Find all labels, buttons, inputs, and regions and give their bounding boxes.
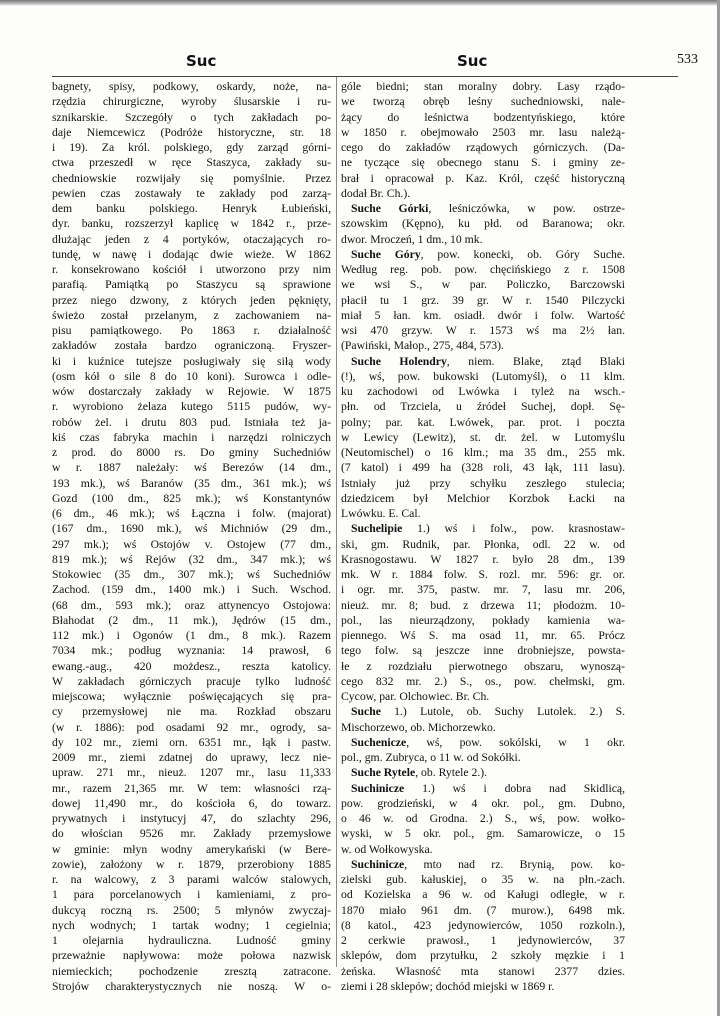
text-line: ku zachodowi od Lwówka i tyleż na wsch.- xyxy=(341,385,625,398)
text-line: dwor. Mroczeń, 1 dm., 10 mk. xyxy=(341,232,483,246)
header-rule xyxy=(52,76,678,77)
text-line: i 19). Za król. polskiego, gdy zarząd górni- xyxy=(52,141,331,154)
text-line: we wsi S., w par. Policzko, Barczowski xyxy=(341,278,625,292)
text-line: (!), wś, pow. bukowski (Lutomyśl), o 11 klm. xyxy=(341,369,625,383)
text-line: chedniowskie rozwijały się pomyślnie. Przez xyxy=(52,171,331,185)
text-line: Suchinicze, mto nad rz. Brynią, pow. ko- xyxy=(351,857,625,871)
text-line: w gminie: młyn wodny amerykański (w Bere- xyxy=(52,842,331,856)
text-line: pewien czas zostawały te zakłady pod zarzą- xyxy=(52,186,331,200)
text-line: we tworzą obręb leśny suchedniowski, nale- xyxy=(341,95,625,109)
text-line: 7034 mk.; podług wyznania: 14 prawosł, 6 xyxy=(52,644,331,658)
text-line: dem banku polskiego. Henryk Łubieński, xyxy=(52,202,331,215)
text-line: niemieckich; pochodzenie zresztą zatracone. xyxy=(52,964,331,978)
text-line: od Kozielska a 96 w. od Kaługi odległe, w r. xyxy=(341,888,625,902)
entry-headword: Suche Rytele xyxy=(351,766,416,780)
text-line: (osm kół o sile 8 do 10 koni). Surowca i odle- xyxy=(52,369,331,383)
text-line: miał 5 łan. km. osiadł. dwór i folw. Wartość xyxy=(341,308,625,322)
text-line: ziemi i 28 sklepów; dochód miejski w 1869 r. xyxy=(341,979,555,993)
text-line: przeważnie napływowa: może połowa nazwisk xyxy=(52,949,331,963)
text-line: Suchelipie 1.) wś i folw., pow. krasnostaw- xyxy=(351,522,625,536)
text-line: tundę, w nawę i dodając dwie wieże. W 1862 xyxy=(52,247,331,261)
page-number: 533 xyxy=(677,52,698,67)
text-line: Mischorzewo, ob. Michorzewko. xyxy=(341,720,496,734)
text-line: r. na walcowy, z 3 parami walców stalowych, xyxy=(52,873,331,886)
text-line: ski, gm. Rudnik, par. Płonka, odl. 22 w. od xyxy=(341,537,625,551)
text-line: 112 mk.) i Ogonów (1 dm., 8 mk.). Razem xyxy=(52,629,331,642)
text-line: pisu pamiątkowego. Po 1863 r. działalność xyxy=(52,324,331,337)
text-line: do włościan 9526 mr. Zakłady przemysłowe xyxy=(52,827,331,841)
text-line: dziedzicem był Melchior Korzbok Łacki na xyxy=(341,491,625,505)
text-line: wyski, w 5 okr. pol., gm. Samarowicze, o 15 xyxy=(341,827,625,841)
text-line: (6 dm., 46 mk.); wś Łączna i folw. (majorat) xyxy=(52,507,331,520)
text-line: dowej 11,490 mr., do kościoła 6, do towarz. xyxy=(52,796,331,810)
text-line: W zakładach górniczych pracuje tylko ludność xyxy=(52,674,331,688)
text-line: tego folw. są jeszcze inne drobniejsze, powsta- xyxy=(341,644,625,658)
entry-headword: Suchinicze xyxy=(351,857,405,871)
text-line: żący do leśnictwa bodzentyńskiego, które xyxy=(341,110,625,124)
entry-headword: Suche xyxy=(351,705,381,719)
text-line: w Lewicy (Lewitz), st. dr. żel. w Lutomyślu xyxy=(341,430,625,444)
text-line: pol., gm. Zubryca, o 11 w. od Sokółki. xyxy=(341,751,521,764)
text-line: Stokowiec (35 dm., 307 mk.); wś Suchedniów xyxy=(52,568,331,581)
entry-headword: Suchinicze xyxy=(351,781,405,795)
text-line: 193 mk.), wś Baranów (35 dm., 361 mk.); wś xyxy=(52,476,331,490)
text-line: łe z rozdziału pierwotnego obszaru, wynoszą- xyxy=(341,659,625,673)
text-line: r. konsekrowano kościół i utworzono przy nim xyxy=(52,263,331,276)
text-line: o 46 w. od Grodna. 2.) S., wś, pow. wołko- xyxy=(341,812,625,825)
text-line: (Pawiński, Małop., 275, 484, 573). xyxy=(341,339,504,353)
text-line: r. wyrobiono żelaza kutego 5115 pudów, wy- xyxy=(52,400,331,414)
text-line: Zachod. (159 dm., 1400 mk.) i Such. Wschod. xyxy=(52,583,331,597)
text-line: góle biedni; stan moralny dobry. Lasy rządo- xyxy=(341,80,625,93)
scan-top-shadow xyxy=(0,0,720,6)
entry-headword: Suche Góry xyxy=(351,247,421,261)
text-line: ewang.-aug., 420 możdesz., reszta katolicy. xyxy=(52,659,331,673)
text-line: Istniały już przy schyłku zeszłego stulecia; xyxy=(341,476,625,490)
text-line: 2 cerkwie prawosł., 1 jedynowierców, 37 xyxy=(341,934,625,947)
left-running-head: Suc xyxy=(186,52,217,70)
text-line: 1870 miało 961 dm. (7 murow.), 6498 mk. xyxy=(341,903,625,917)
text-line: zielski gub. kałuskiej, o 35 w. na płn.-zach. xyxy=(341,873,625,886)
left-text-column xyxy=(52,79,331,993)
text-line: Suche Holendry, niem. Blake, ztąd Blaki xyxy=(351,354,626,368)
text-line: w. od Wołkowyska. xyxy=(341,842,433,856)
text-line: Suche 1.) Lutole, ob. Suchy Lutolek. 2.) S. xyxy=(351,705,625,719)
right-text-column xyxy=(341,79,626,993)
text-line: 1 para porcelanowych i kamieniami, z pro- xyxy=(52,888,331,902)
text-line: upraw. 271 mr., nieuż. 1207 mr., lasu 11,333 xyxy=(52,766,331,780)
column-divider xyxy=(336,77,337,967)
text-line: Błahodat (2 dm., 11 mk.), Jędrów (15 dm., xyxy=(52,613,331,627)
text-line: robów żel. i drutu 803 pud. Istniała też ja- xyxy=(52,415,331,429)
text-line: mr., razem 21,365 mr. W tem: własności rzą- xyxy=(52,781,331,795)
text-line: rzędzia chirurgiczne, wyroby ślusarskie i ru- xyxy=(52,95,331,109)
text-line: Gozd (100 dm., 825 mk.); wś Konstantynów xyxy=(52,491,331,505)
text-line: płacił tu 1 grz. 39 gr. W r. 1540 Pilczycki xyxy=(341,293,625,307)
text-line: pol., las nieurządzony, pokłady kamienia wa- xyxy=(341,613,625,627)
text-line: kiś czas fabryka machin i narzędzi rolniczych xyxy=(52,430,331,444)
text-line: ne tyczące się obecnego stanu S. i gminy ze- xyxy=(341,156,625,170)
text-line: dodał Br. Ch.). xyxy=(341,186,411,200)
text-line: sznikarskie. Szczegóły o tych zakładach po- xyxy=(52,110,331,124)
text-line: 2009 mr., ziemi zdatnej do uprawy, lecz nie- xyxy=(52,751,331,764)
text-line: Według reg. pob. pow. chęcińskiego z r. 1508 xyxy=(341,263,625,276)
entry-headword: Suche Holendry xyxy=(351,354,447,368)
text-line: miejscowa; wyłącznie poświęcających się pra- xyxy=(52,690,331,703)
text-line: nieuż. mr. 8; bud. z drzewa 11; płodozm. 10- xyxy=(341,598,625,612)
text-line: sklepów, dom przytułku, 2 szkoły męzkie i 1 xyxy=(341,949,625,963)
text-line: ctwa przeszedł w ręce Staszyca, zakłady su- xyxy=(52,156,331,170)
text-line: 1 olejarnia hydrauliczna. Ludność gminy xyxy=(52,934,331,947)
text-line: dłużając jeden z 4 portyków, otaczających ro- xyxy=(52,232,331,246)
text-line: zakładów została bardzo ograniczoną. Fryszer- xyxy=(52,339,331,353)
text-line: Suche Górki, leśniczówka, w pow. ostrze- xyxy=(351,202,625,215)
text-line: szowskim (Kępno), ku płd. od Baranowa; okr. xyxy=(341,217,625,231)
text-line: Cycow, par. Olchowiec. Br. Ch. xyxy=(341,690,490,703)
text-line: (68 dm., 593 mk.); oraz attynencyo Ostojowa: xyxy=(52,598,331,612)
text-line: 297 mk.); wś Ostojów v. Ostojew (77 dm., xyxy=(52,537,331,551)
text-line: dukcyą roczną rs. 2500; 5 młynów zwyczaj- xyxy=(52,903,331,917)
text-line: ki i kuźnice tutejsze posługiwały się siłą wody xyxy=(52,354,331,368)
text-line: pow. grodzieński, w 4 okr. pol., gm. Dubno, xyxy=(341,796,625,810)
text-line: (7 katol) i 499 ha (328 roli, 43 łąk, 111 lasu). xyxy=(341,461,625,475)
text-line: (8 katol., 423 jedynowierców, 1050 rozkoln.), xyxy=(341,918,625,932)
text-line: w r. 1887 należały: wś Berezów (14 dm., xyxy=(52,461,331,475)
text-line: Krasnogostawu. W 1827 r. było 28 dm., 139 xyxy=(341,552,625,566)
text-line: Suche Góry, pow. konecki, ob. Góry Suche. xyxy=(351,247,626,261)
text-line: zowie), założony w r. 1879, przerobiony 1885 xyxy=(52,857,331,871)
text-line: 819 mk.); wś Rejów (32 dm., 347 mk.); wś xyxy=(52,552,331,566)
text-line: Suchinicze 1.) wś i dobra nad Skidlicą, xyxy=(351,781,625,795)
text-line: Suche Rytele, ob. Rytele 2.). xyxy=(351,766,488,780)
text-line: parafią. Pamiątką po Staszycu są sprawione xyxy=(52,278,331,292)
text-line: piennego. Wś S. ma osad 11, mr. 65. Prócz xyxy=(341,629,625,642)
text-line: Suchenicze, wś, pow. sokólski, w 1 okr. xyxy=(351,735,625,749)
text-line: nych wodnych; 1 tartak wodny; 1 cegielnia; xyxy=(52,918,331,932)
text-line: płn. od Trzciela, u źródeł Suchej, dopł. Sę- xyxy=(341,400,625,414)
text-line: Strojów charakterystycznych nie noszą. W o- xyxy=(52,979,331,993)
right-running-head: Suc xyxy=(457,52,488,70)
text-line: polny; par. kat. Lwówek, par. prot. i poczta xyxy=(341,415,625,429)
text-line: (Neutomischel) o 16 klm.; ma 35 dm., 255 mk. xyxy=(341,446,625,459)
text-line: bagnety, spisy, podkowy, oskardy, noże, na- xyxy=(52,80,331,93)
text-line: w 1850 r. obejmowało 2503 mr. lasu należą- xyxy=(341,125,625,139)
text-line: świeżo został przelanym, z zachowaniem na- xyxy=(52,308,331,322)
text-line: żeńska. Własność mta stanowi 2377 dzies. xyxy=(341,964,625,978)
entry-headword: Suchelipie xyxy=(351,522,403,536)
entry-headword: Suchenicze xyxy=(351,735,407,749)
entry-headword: Suche Górki xyxy=(351,202,429,215)
text-line: cego 832 mr. 2.) S., os., pow. chełmski, gm. xyxy=(341,674,625,688)
text-line: przez niego dzwony, z których jeden pęknięty, xyxy=(52,293,331,307)
text-line: daje Niemcewicz (Podróże historyczne, str. 18 xyxy=(52,125,331,139)
text-line: Lwówku. E. Cal. xyxy=(341,507,421,520)
text-line: i ogr. mr. 375, pastw. mr. 7, lasu mr. 206, xyxy=(341,583,625,597)
text-line: z prod. do 8000 rs. Do gminy Suchedniów xyxy=(52,446,331,459)
text-line: (w r. 1886): pod osadami 92 mr., ogrody, sa- xyxy=(52,720,331,734)
text-line: wów dostarczały zakłady w Rejowie. W 1875 xyxy=(52,385,331,398)
text-line: mk. W r. 1884 folw. S. rozl. mr. 596: gr. or. xyxy=(341,568,625,581)
text-line: brał i opracował p. Kaz. Król, część historyczną xyxy=(341,171,625,185)
text-line: wsi 470 grzyw. W r. 1573 wś ma 2½ łan. xyxy=(341,324,625,337)
text-line: prywatnych i instytucyj 47, do szlachty 296, xyxy=(52,812,331,825)
text-line: (167 dm., 1690 mk.), wś Michniów (29 dm., xyxy=(52,522,331,536)
page-header xyxy=(0,52,720,72)
text-line: dyr. banku, rozszerzył kaplicę w 1842 r., prze- xyxy=(52,217,331,231)
text-line: dy 102 mr., ziemi orn. 6351 mr., łąk i pastw. xyxy=(52,735,331,749)
text-line: cy przemysłowej nie ma. Rozkład obszaru xyxy=(52,705,331,719)
text-line: cego do zakładów rządowych górniczych. (Da- xyxy=(341,141,625,154)
